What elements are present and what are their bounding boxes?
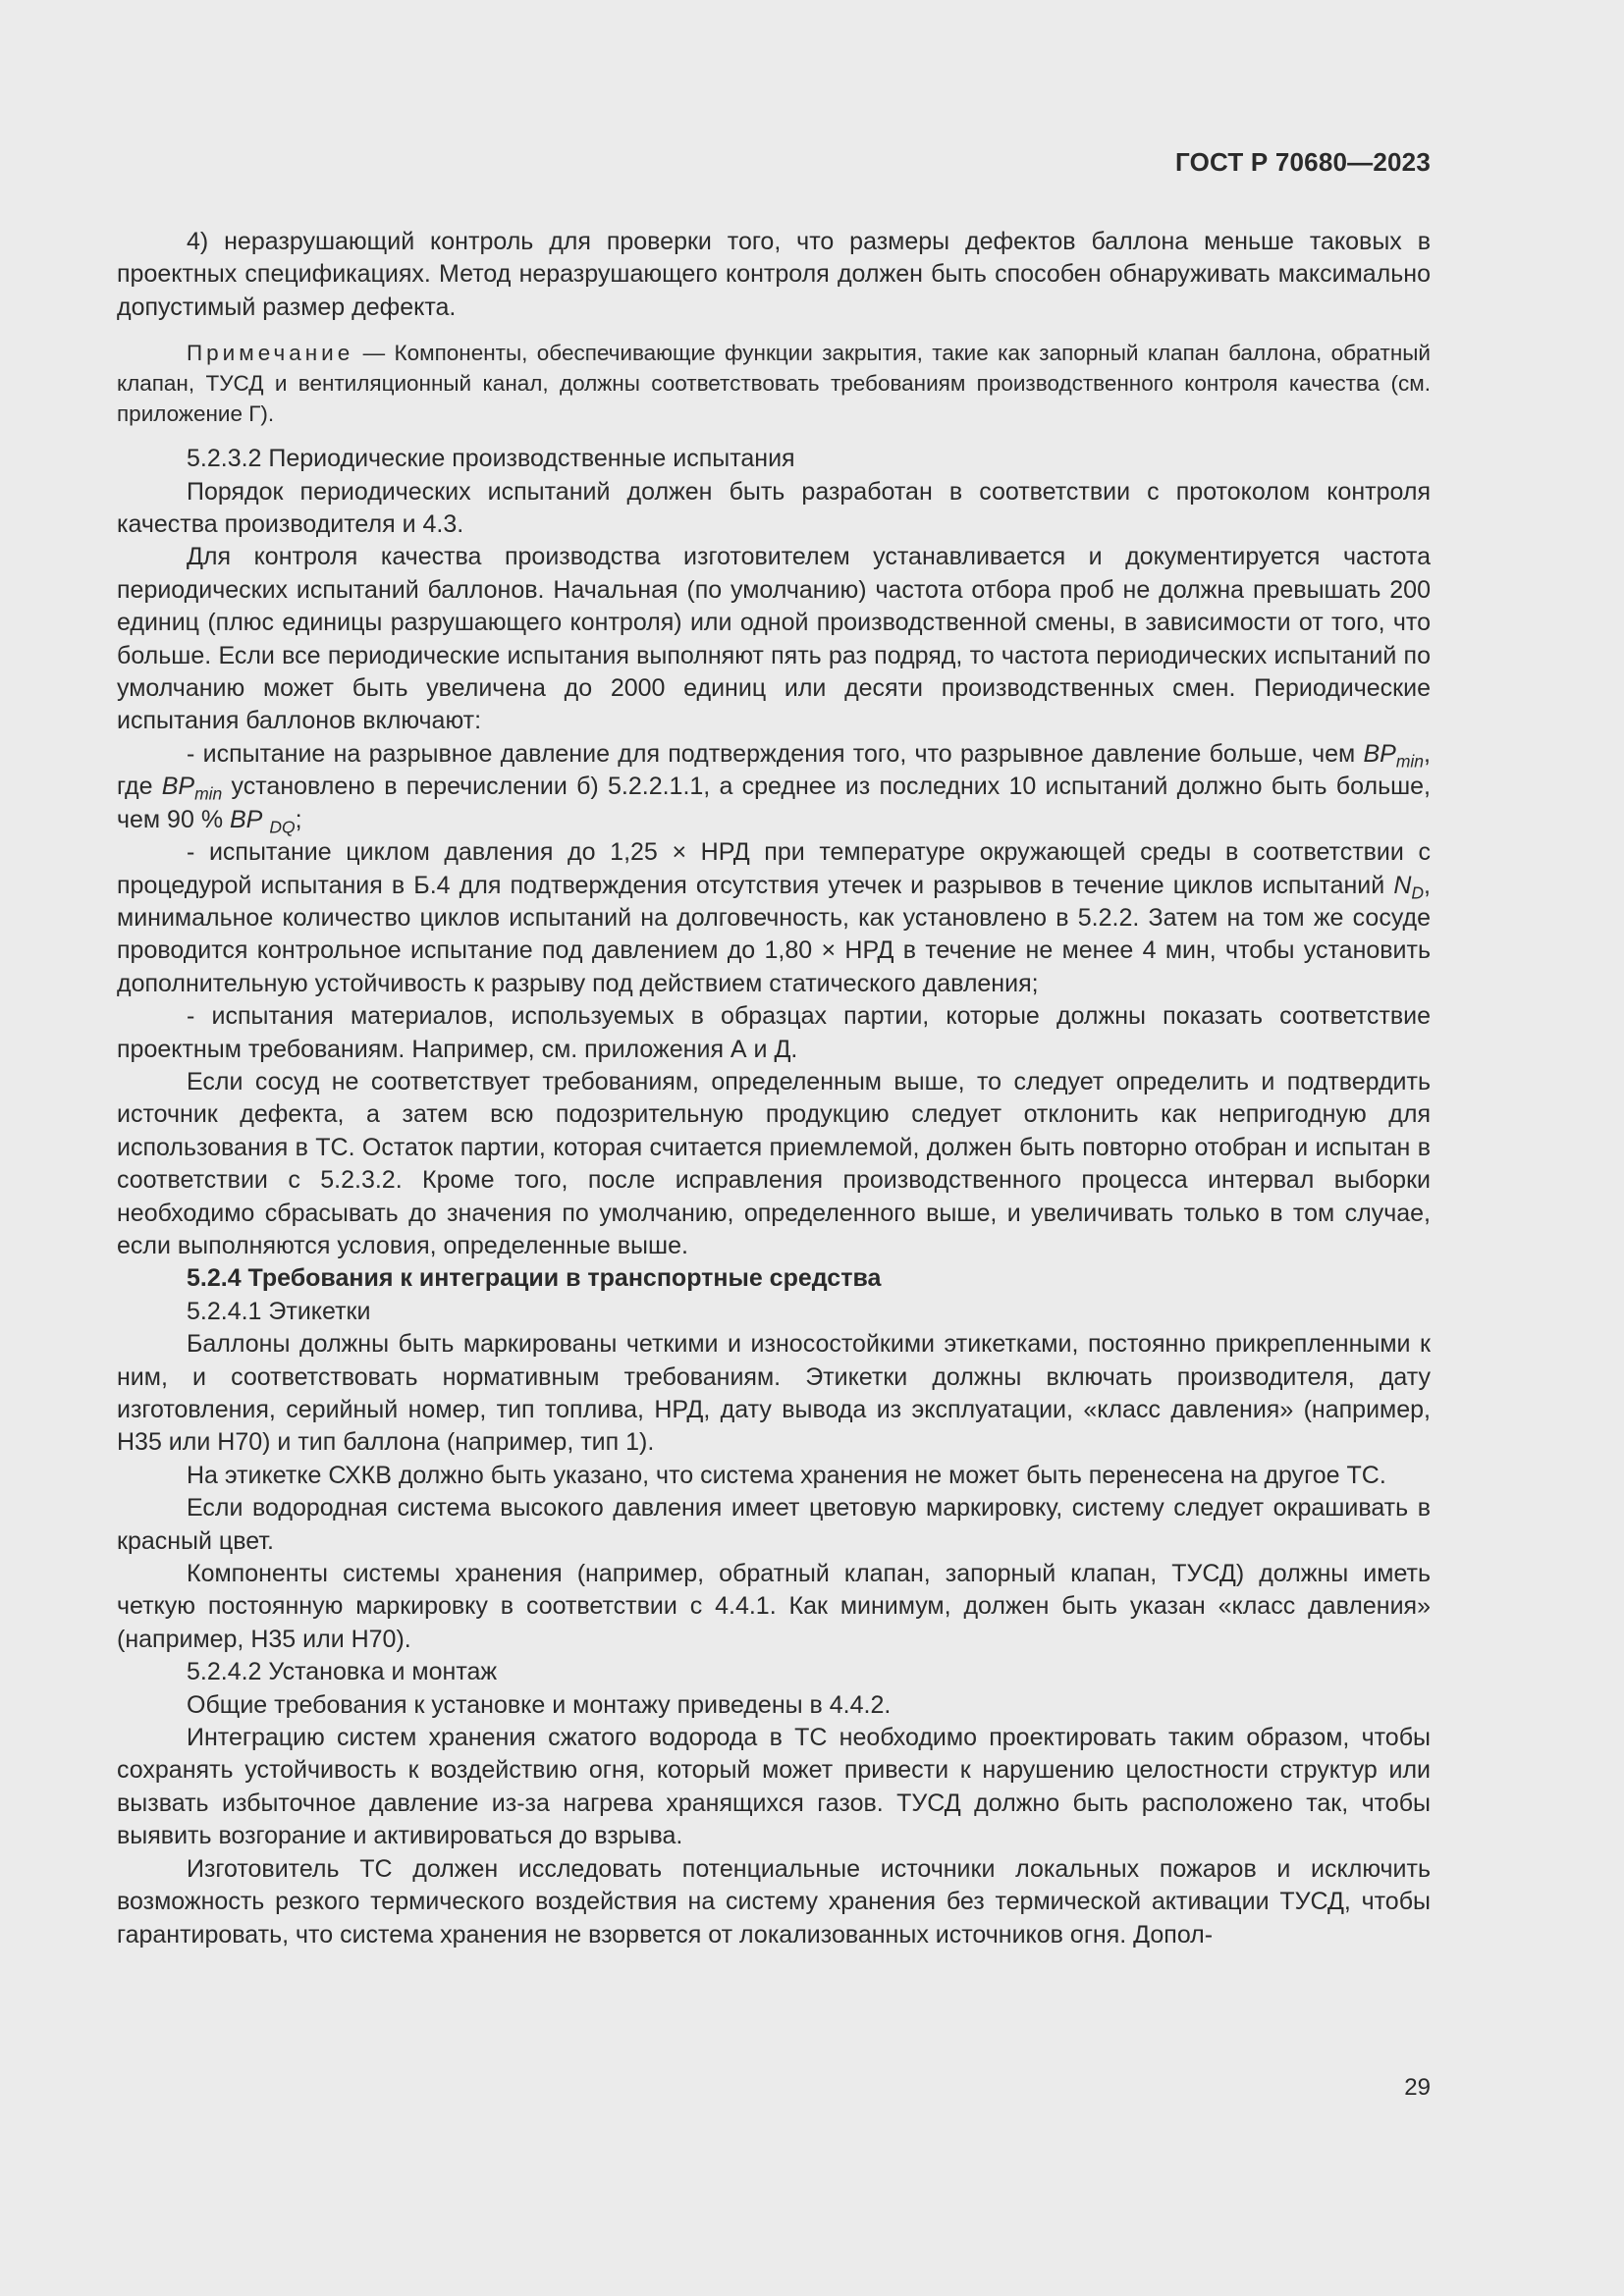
paragraph-general-installation: Общие требования к установке и монтажу приведены в 4.4.2.	[187, 1690, 892, 1719]
list-item-burst-test	[117, 738, 1431, 836]
symbol-bp: BP	[230, 805, 263, 833]
symbol-bp: BP	[161, 773, 195, 801]
list-text: - испытание циклом давления до 1,25 × НРД при температуре окружающей среды в соответствии с процедурой испытания в Б.4 для подтверждения отсутствия утечек и разрывов в течение циклов испытаний	[117, 838, 1431, 899]
subscript-d: D	[1411, 881, 1425, 902]
paragraph-component-marking: Компоненты системы хранения (например, обратный клапан, запорный клапан, ТУСД) должны иметь четкую постоянную маркировку в соответствии с 4.4.1. Как минимум, должен быть указан «класс давления» (например, Н35 или Н70).	[117, 1560, 1431, 1653]
symbol-n: N	[1393, 871, 1412, 899]
section-heading-5-2-3-2: 5.2.3.2 Периодические производственные испытания	[187, 445, 795, 473]
paragraph-local-fires: Изготовитель ТС должен исследовать потенциальные источники локальных пожаров и исключить возможность резкого термического воздействия на систему хранения без термической активации ТУСД, чтобы гарантировать, что система хранения не взорвется от локализованных источников огня. Допол-	[117, 1854, 1431, 1949]
subscript-dq: DQ	[269, 816, 296, 836]
page-number: 29	[1404, 2074, 1431, 2101]
list-text: - испытание на разрывное давление для подтверждения того, что разрывное давление больше, чем	[187, 739, 1364, 768]
note-text: — Компоненты, обеспечивающие функции закрытия, такие как запорный клапан баллона, обратный клапан, ТУСД и вентиляционный канал, должны соответствовать требованиям производственного контроля качества (см. приложение Г).	[117, 341, 1431, 427]
paragraph-color-marking: Если водородная система высокого давления имеет цветовую маркировку, систему следует окрашивать в красный цвет.	[117, 1494, 1431, 1555]
subscript-min: min	[194, 783, 223, 804]
paragraph-fire-resistance: Интеграцию систем хранения сжатого водорода в ТС необходимо проектировать таким образом, чтобы сохранять устойчивость к воздействию огня, который может привести к нарушению целостности структур или вызвать избыточное давление из-за нагрева хранящихся газов. ТУСД должно быть расположено так, чтобы выявить возгорание и активироваться до взрыва.	[117, 1724, 1431, 1850]
paragraph-procedure: Порядок периодических испытаний должен быть разработан в соответствии с протоколом контроля качества производителя и 4.3.	[117, 477, 1431, 539]
section-heading-5-2-4-2: 5.2.4.2 Установка и монтаж	[187, 1658, 498, 1686]
subscript-min: min	[1395, 751, 1425, 772]
section-heading-5-2-4: 5.2.4 Требования к интеграции в транспортные средства	[187, 1264, 882, 1293]
list-text: , минимальное количество циклов испытаний на долговечность, как установлено в 5.2.2. Затем на том же сосуде проводится контрольное испытание под давлением до 1,80 × НРД в течение не менее 4 мин, чтобы установить дополнительную устойчивость к разрыву под действием статического давления;	[117, 871, 1431, 997]
note-label: Примечание	[187, 341, 354, 366]
list-text: установлено в перечислении б) 5.2.2.1.1, а среднее из последних 10 испытаний должно быть больше, чем 90 %	[117, 773, 1431, 833]
note	[117, 338, 1431, 429]
document-code-header: ГОСТ Р 70680—2023	[1175, 147, 1431, 177]
paragraph-nonconformity: Если сосуд не соответствует требованиям, определенным выше, то следует определить и подтвердить источник дефекта, а затем всю подозрительную продукцию следует отклонить как непригодную для использования в ТС. Остаток партии, которая считается приемлемой, должен быть повторно отобран и испытан в соответствии с 5.2.3.2. Кроме того, после исправления производственного процесса интервал выборки необходимо сбрасывать до значения по умолчанию, определенного выше, и увеличивать только в том случае, если выполняются условия, определенные выше.	[117, 1067, 1431, 1259]
paragraph-label-transfer: На этикетке СХКВ должно быть указано, что система хранения не может быть перенесена на другое ТС.	[187, 1461, 1386, 1489]
paragraph-ndt: 4) неразрушающий контроль для проверки того, что размеры дефектов баллона меньше таковых в проектных спецификациях. Метод неразрушающего контроля должен быть способен обнаруживать максимально допустимый размер дефекта.	[117, 228, 1431, 321]
document-body	[117, 226, 1431, 1951]
list-text: ;	[295, 805, 302, 833]
list-item-pressure-cycle	[117, 836, 1431, 1000]
list-text: , где	[117, 739, 1431, 801]
list-item-materials: - испытания материалов, используемых в образцах партии, которые должны показать соответствие проектным требованиям. Например, см. приложения А и Д.	[117, 1002, 1431, 1063]
paragraph-labels: Баллоны должны быть маркированы четкими и износостойкими этикетками, постоянно прикрепленными к ним, и соответствовать нормативным требованиям. Этикетки должны включать производителя, дату изготовления, серийный номер, тип топлива, НРД, дату вывода из эксплуатации, «класс давления» (например, Н35 или Н70) и тип баллона (например, тип 1).	[117, 1330, 1431, 1457]
paragraph-frequency: Для контроля качества производства изготовителем устанавливается и документируется частота периодических испытаний баллонов. Начальная (по умолчанию) частота отбора проб не должна превышать 200 единиц (плюс единицы разрушающего контроля) или одной производственной смены, в зависимости от того, что больше. Если все периодические испытания выполняют пять раз подряд, то частота периодических испытаний по умолчанию может быть увеличена до 2000 единиц или десяти производственных смен. Периодические испытания баллонов включают:	[117, 543, 1431, 735]
symbol-bp: BP	[1363, 739, 1396, 768]
section-heading-5-2-4-1: 5.2.4.1 Этикетки	[187, 1297, 371, 1325]
